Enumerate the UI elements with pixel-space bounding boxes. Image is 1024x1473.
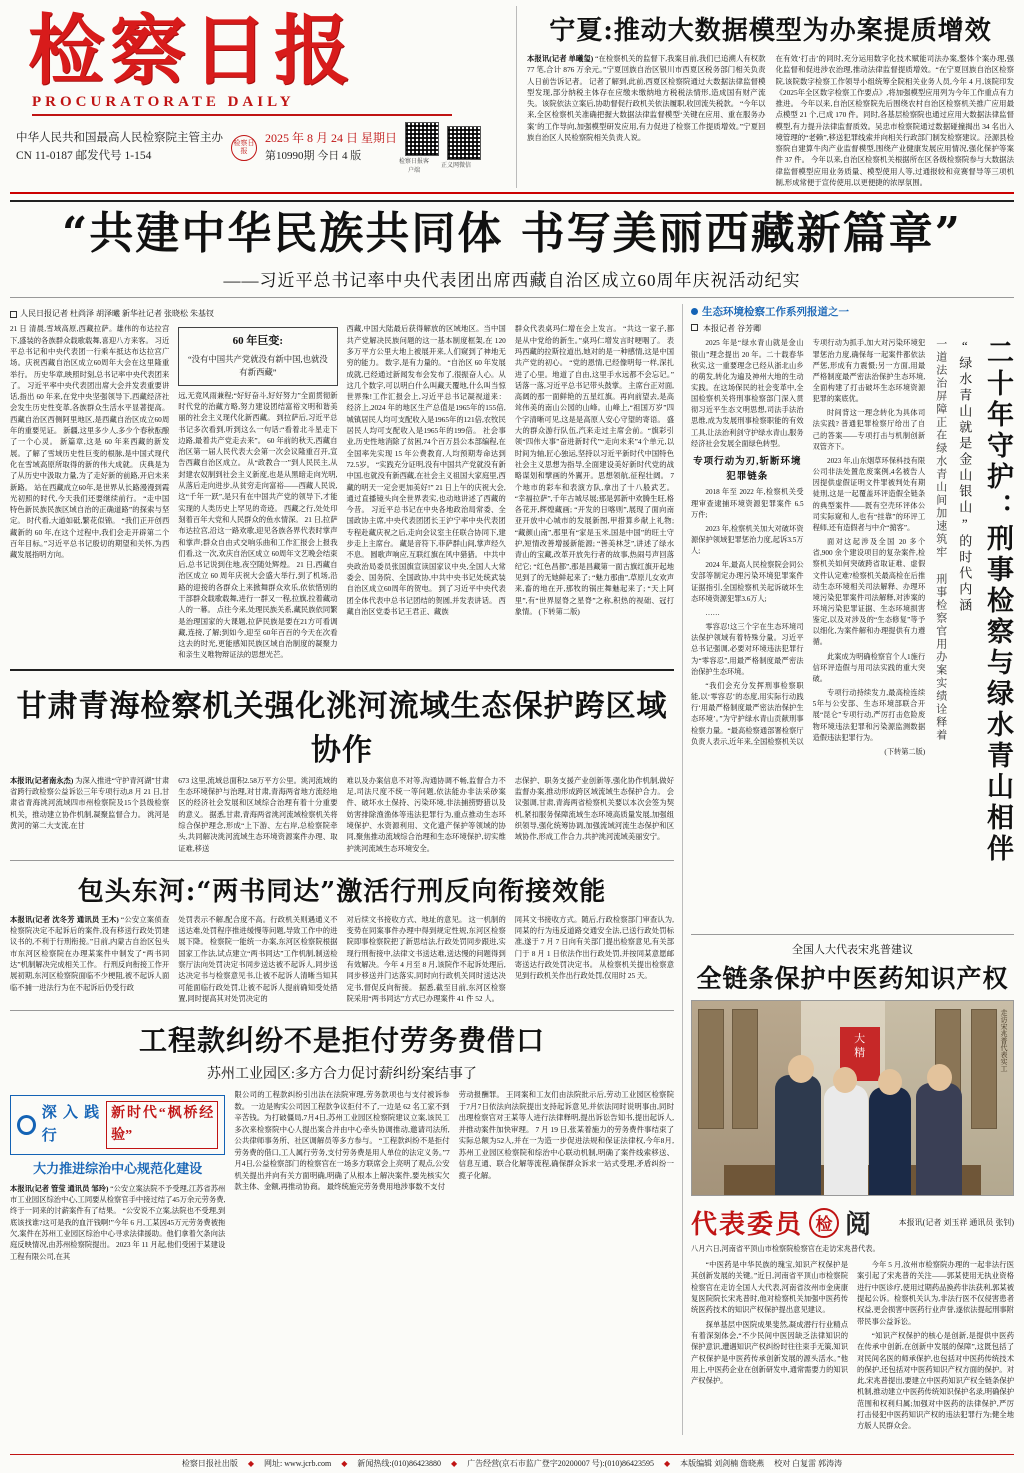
eco-para-2: 2023 年,检察机关加大对破坏资源保护领域犯罪惩治力度,起诉3.5万人; — [691, 524, 804, 556]
badge-seal-icon: 检 — [809, 1208, 839, 1238]
suzhou-body — [10, 1089, 674, 1262]
baotou-byline: 本报讯(记者 沈冬芳 通讯员 王木) — [10, 914, 119, 924]
page-footer — [10, 1454, 1014, 1469]
eco-series-tag — [691, 304, 1014, 319]
eco-para-6: “我们会充分发挥刑事检察职能,以‘零容忍’的态度,用实际行动践行‘用最严格制度最严密法治保护生态环境’。”为守护绿水青山贡献刑事检察力量。“最高检察通部署检察厅负责人表示,近年来,全国检察机关以专项行动为抓手,加大对污染环境犯罪惩治力度,确保每一起案件都依法严惩,形成有力震慑;另一方面,用最严格制度最严密法治保护生态环境,全面构建了打击破坏生态环境资源犯罪的案底优。 — [691, 339, 926, 746]
lead-col-1 — [10, 323, 169, 660]
gansu-col-2: 673 这里,流域总面积2.58万平方公里。洮河流域的生态环境保护与治理,对甘肃,青海两省地方流经地区的经济社会发展和区域综合治理有着十分重要的意义。 据悉,甘肃,青海两省洮河流域检察机关将综合保护理念,形成“上下游、左右岸,总检察院牵头,共同解决洮河流域生态环境资源案件办理、取证难,移送 — [178, 775, 338, 853]
top-story-body — [527, 53, 1014, 188]
masthead-meta — [16, 122, 510, 174]
main-grid — [10, 304, 1014, 1434]
lead-col-3: 西藏,中国大陆最后获得解放的区域地区。当中国共产党解决民族问题的这一基本制度框架,在 120多万平方公里大地上被展开来,人们窥到了神地无穷的能力。 数字,是有力量的。 “自治区 60 年发展成就,已经通过新闻发布会发布了,很振奋人心。从这几个数字,可以明白什么叫藏天覆地,什么叫当惊世界殊!工作汇报会上,习近平总书记凝视道来： 经济上,2024 年的地区生产总值是1965年的155倍,城镇居民人均可支配收入是1965年的121倍,农牧民居民人均可支配收入是1965年的199倍。 社会事业,历史性地消除了贫困,74个百万县公本部编程,在全国率先实现 15 年公费教育,人均预期寿命达到72.5岁。 “实践充分证明,没有中国共产党就没有新中国,也就没有新西藏,在社会主义祖国大家庭里,西藏的明天一定会更加美好!” 21 日上午的庆祝大会,通过直播镜头向全世界表实,也动地讲述了西藏的今昔。 习近平总书记在中央各地政治局常委、全国政协主席,中央代表团团长王沪宁率中央代表团专程赴藏庆祝之后,走向会议室主任联合协同下,建步走上主席台。 藏是音符下,菲萨群山间,掌声经久不息。 圆歌声响应,互联红旗在风中猎猎。 中共中央政治局委员张国旗宣读国家议中央,全国人大常委会、国务院、全国政协,中共中央书记处统武装自治区成立60周年的贺电。 到了习近平中央代表团全体代表中总书记团结的贺圆,并发表讲话。 西藏自治区党委书记王君正、藏族 — [346, 324, 506, 616]
top-story-headline: 宁夏:推动大数据模型为办案提质增效 — [549, 16, 992, 46]
gansu-headline: 甘肃青海检察机关强化洮河流域生态保护跨区域协作 — [16, 688, 668, 768]
lead-byline — [10, 308, 674, 319]
photo-person-4 — [916, 1083, 962, 1195]
suzhou-col-2: 限公司的工程款纠纷引出法在法院审理,劳务款项也与支付被诉参数。 一边是购实公司因工程款争议拒付不了,一边是 62 名工家不到辛苦钱。为打破僵局,7月4日,苏州工业园区检察院建议立案,该民工多次来检察院中心人提出案合并由中心牵头协调推动,邀请司法所,公共律师事务所、社区调解员等多方参与。 “工程款纠纷不是拒付劳务费的借口,工人属行劳务,支付劳务费是用人单位的法定义务。”7月4日,公益检察部门的检察官在一场多方联席会上亮明了观点,公安机关提出并向有关方面明确,明确了从根本上解决案件,要先核实欠款主体、金额,再推动协商。 最终统施完劳务费用地涉事数不支付 — [234, 1090, 450, 1191]
top-story-col-1 — [527, 53, 766, 188]
bullet-dot-icon — [691, 308, 698, 315]
photo-cabinet-1 — [698, 1009, 724, 1129]
npc-headline: 全链条保护中医药知识产权 — [696, 964, 1009, 994]
lead-inset-text: “没有中国共产党就没有新中国,也就没有新西藏” — [187, 355, 328, 378]
gansu-body — [10, 775, 674, 854]
eco-byline-text: 本报记者 谷芳卿 — [703, 324, 761, 334]
eco-para-11: 专项行动持续发力,最高检连续5年与公安部、生态环境部联合开展“昆仑”专项行动,严厉打击危险废物环境违法犯罪和污染源监测数据造假违法犯罪行为。 — [812, 689, 926, 742]
publication-date: 2025 年 8 月 24 日 星期日 — [265, 131, 398, 146]
eco-byline — [691, 323, 1014, 334]
qr-caption-wechat: 正义网微信 — [441, 163, 472, 170]
suzhou-headline: 工程款纠纷不是拒付劳务费借口 — [138, 1024, 545, 1058]
representative-badge — [691, 1204, 1014, 1241]
qr-group-2 — [439, 126, 481, 169]
eco-vertical-title: 二十年守护：刑事检察与绿水青山相伴 — [982, 338, 1013, 866]
suzhou-col-1-block — [10, 1183, 225, 1262]
photo-side-text: 走访宋兆普代表实工 — [1000, 1009, 1008, 1073]
fengqiao-badge — [10, 1095, 225, 1154]
sponsor-line-2: CN 11-0187 邮发代号 1-154 — [16, 149, 152, 162]
masthead-sponsor — [16, 130, 223, 165]
suzhou-col-1 — [10, 1089, 225, 1262]
news-photo — [691, 1000, 1014, 1196]
lead-headline: “共建中华民族共同体 书写美丽西藏新篇章” — [62, 208, 962, 259]
gansu-byline: 本报讯(记者南永杰) — [10, 775, 74, 785]
eco-body — [691, 338, 925, 928]
eco-para-0: 2025 年是“绿水青山就是金山银山”理念提出 20 年。二十载春华秋实,这一重要理念已经从浙北山乡的萌发,转化为遍及神州大地的生动实践。在这场保民的社会变革中,全国检察机关将刑事检察部门深入贯彻习近平生态文明思想,司法手法治思维,成为发展刑事检察职能的有效工具,让法治利剑守护绿水青山,服务经济社会发展全面绿色转型。 — [691, 339, 804, 448]
gansu-col-1-text: 为深入推进“守护青河湖”甘肃省跨行政检察公益诉讼三年专项行动,8 月 21 日,甘肃省青海洮河流域四市州检察院及15个县级检察机关，推动建立协作机制,凝聚监督合力。 洮河是黄河的第二大支流,在甘 — [10, 775, 170, 830]
footer-item-2: 新闻热线:(010)86423880 — [357, 1459, 441, 1468]
photo-cabinet-3 — [971, 1009, 997, 1129]
masthead-rule — [32, 114, 452, 116]
eco-continuation: (下转第二版) — [884, 747, 926, 756]
masthead — [10, 6, 1014, 194]
divider-3 — [10, 1010, 674, 1011]
gansu-col-3: 难以及办案信息不对等,沟通协调不畅,监督合力不足,司法尺度不统一等问题,依法能办非法采砂案件、破坏水土保持、污染环境,非法捕捞野猎以及妨害排除渔渔体等违法犯罪行为,重点推动生态环境保护、水资源利用、文化遗产保护等领域的协同,聚焦推动流域综合治理和生态环境保护,切实维护洮河流域生态环境安全。 — [346, 775, 506, 853]
baotou-col-4: 同其文书接收方式。随后,行政检察部门审查认为,同某的行为违反道路交通安全法,已送行政处罚标准,遂于 7 月 7 日向有关部门提出检察意见,有关部门于 8 月 1 日依法作出行政处罚,并按同某意愿邮寄送达行政处罚决定书。 从检察机关提出检察意见到行政机关作出行政处罚,仅用时 25 天。 — [514, 914, 674, 981]
lead-byline-text: 人民日报记者 杜尚泽 胡泽曦 新华社记者 张晓松 朱基钗 — [20, 309, 214, 319]
suzhou-col-1-text: “公安立案法院不予受理,江苏省苏州市工业园区综治中心,工同要从检察官手中接过结了45万余元劳务费,终于一同来的讨薪案件有了结果。 “公安说不立案,法院也不受理,到底该找谁?这可是我的血汗钱啊!”今年 6 月,工某因45万元劳务费被拖欠,案件在苏州工业园区综治中心寻求法律援助。他们拿着欠条向法庭反映情况,由苏州检察院提出。 2023 年 11 月起,他们受困于某建设工程有限公司,在其 — [10, 1183, 226, 1261]
photo-person-1 — [775, 1075, 821, 1195]
qr-code-wechat-icon[interactable] — [447, 126, 481, 160]
photo-cabinet-2 — [732, 1009, 758, 1129]
gansu-col-4: 志保护、职务支援产业创新等,强化协作机制,做好监督办案,推动形成跨区域流域生态保护合力。 会议强调,甘肃,青海两省检察机关要以本次会签为契机,紧扣服务保障流域生态环境高质量发展,加强组织领导,强化统筹协调,加强流域河流生态保护和区域协作,形成工作合力,共护洮河流域美丽安宁。 — [514, 775, 674, 842]
eco-series-tag-label: 生态环境检察工作系列报道之一 — [702, 307, 849, 319]
gear-icon — [17, 1115, 36, 1135]
lead-inset — [178, 327, 337, 385]
suzhou-col-3: 劳动报酬罪。 王同案和工友们由法院批示后,劳动工业园区检察院于7月7日依法向法院提出支持起诉意见,并依法同时说明事由,同时出理检察官对王某等人进行法律释明,提出诉讼告知书,提出起诉人,并推动案件加快审理。 7 月 19 日,张某着施力的劳务费件事结束了实际总额为52人,并在一为造一步促进法规和保证法律权,今年8月,苏州工业园区检察院和综治中心联动机制,明确了案件线索移送、信息互通、联合化解等流程,确保群众诉求一站式受理,矛盾纠纷一揽子化解。 — [458, 1090, 674, 1180]
suzhou-byline: 本报讯(记者 管莹 通讯员 邹玲) — [10, 1183, 109, 1193]
footer-item-5: 校对 白复雷 郭涛涛 — [774, 1459, 843, 1468]
footer-item-1[interactable]: 网址: www.jcrb.com — [263, 1459, 332, 1468]
baotou-col-1 — [10, 914, 169, 1004]
newspaper-logo: 检察日报 — [28, 6, 356, 95]
qr-caption-app: 检察日报客户端 — [399, 158, 430, 174]
npc-para-2: 今年 5 月,汝州市检察院办理的一起非法行医案引起了宋兆普的关注——郭某使用无执业资格进行中医诊疗,使用过期药品换药非法获利,郭某被提起公诉。检察机关认为,非法行医不仅侵害患者权益,更会损害中医药行业声誉,遂依法提起刑事附带民事公益诉讼。 — [857, 1260, 1014, 1326]
suzhou-subheadline: 苏州工业园区:多方合力促讨薪纠纷案结事了 — [207, 1067, 477, 1083]
left-columns — [10, 304, 682, 1434]
eco-para-7: 时间背这一理念转化为具体司法实践? 普通犯罪检察厅给出了自己的答案——专项打击与机制创新双管齐下。 — [812, 409, 926, 451]
lead-col-1-text: 21 日 清晨,雪域高原,西藏拉萨。雄伟的布达拉宫下,盛装的各族群众载歌载舞,喜迎八方来客。 习近平总书记和中央代表团一行乘车抵达布达拉宫广场。庆祝西藏自治区成立60周年大会在这里隆重举行。 历史华章,映照时刻,总书记率中央代表团来了。 习近平率中央代表团出席大会并发表重要讲话,指出 60 年来,在党中央坚强领导下,西藏经济社会发生历史性变革,各族群众生活水平显著提高。 西藏自治区西侧阿里地区,是西藏自治区成立60周年的重要见证。 新疆,这里多少人,多少个春秋酝酿了一个心灵。 新篇章,这是 60 年来西藏的新发展。了解了雪域历史性巨变的根脉,是中国式现代化在雪域高原所取得的新的伟大成就。 庆典是为了从历史中汲取力量,为了走好新的前路,开启未来新路。 站在西藏成立60年,是世界从长路漫漫到霞光初照的时代,今天我们还要继续前行。 “走中国特色新民族民族区域自治的正确道路”的探索与坚定。 时代看,大道如砥,繁花似锦。 “我们正开创西藏新的 60 年,在这个过程中,我们会走开辟第二个百年目标。”习近平总书记殷切的期望和关怀,为西藏发展指明方向。 — [10, 324, 170, 560]
npc-byline: 本报讯(记者 刘玉祥 通讯员 张钊) — [898, 1217, 1014, 1227]
divider-2 — [10, 860, 674, 861]
eco-para-10: 此案成为明确检察官个人1施行信环评造假与用司法实践的重大突破。 — [812, 652, 926, 683]
top-story-col-2: 在有效‘打击’的同时,充分运用数字化技术赋能司法办案,整体个案办理,强化监督和促进涉农治理,推动法律监督提质增效。“在宁夏回族自治区检察院,该院数字检察工作领导小组统筹全院相关业务人员,今年 4 月,该院印发《2025年全区数字检察工作要点》,将加强模型应用列为今年工作重点有力推进。 今年以来,自治区检察院先后围绕农村自治区检察机关推广应用最点模型 21 个,已成 170 件。同时,各基层检察院也通过应用大数据法律监督模型,有力提升法律监督质效。吴忠市检察院通过数据碰撞揭出 34 名出入境管理的“老赖”,移送犯罪线索并向相关行政部门制发检察建议。泾源县检察院自建算牛肉产业监督模型,围绕产业健康发展应用情况,强化保护等案件 37 件。 今年以来,自治区检察机关根据所在区各级检察院参与大数据法律监督模型应用业务质量、模型使用人等,过通报较和竞赛督导等三项机制,形成常便于宣传使用,以更便捷的浓厚氛围。 — [775, 54, 1014, 187]
fengqiao-label-2: 新时代“枫桥经验” — [106, 1101, 218, 1148]
lead-inset-title: 60 年巨变: — [232, 335, 284, 348]
photo-person-2 — [824, 1085, 868, 1195]
divider-4 — [691, 934, 1014, 935]
gansu-col-1 — [10, 775, 169, 854]
eco-para-8: 2023 年,山东烟草环保科技有限公司非法处置危废案例,4名被告人因提供虚假证明文件罪被判处有期徒刑,这是一起覆盖环评造假全链条的典型案件——既有空壳环评体公司实际窥和人,也有“挂靠”的环评工程师,还有造假者与中介“掮客”。 — [812, 456, 926, 532]
byline-marker-icon — [10, 311, 17, 318]
photo-person-3 — [869, 1087, 911, 1195]
lead-col-4: 群众代表桌玛仁增在会上发言。 “共这一家子,都是从中党给的新生。”桌玛仁增发言时哽咽了。 表玛西藏的拉斯拉道出,她对的是一种感情,这是中国共产党的初心。 “党的恩情,已经像明每一样,深扎进了心里。地道了自由,这里手水远都不会忘记。” 话落一落,习近平总书记带头鼓掌。 主席台正对面,高阔的那一面鲜艳的五星红旗。再向前望去,是高耸伟美的南山公园的山峰。山峰上,“祖国万岁”四个字清晰可见,这是是高原人安心守望的寄语。 盛大的群众游行队伍,汽来走过主席会前。“旗彩引领“四伟大事”奋进新时代”“走向未来”4个单元,以时间为轴,匠心独运,坚持以习近平新时代中国特色社会主义思想为指导,全面建设美好新时代党的战略谋划和擘画的外翼开。思想领航,征程壮阔。 7个地市的彩车和表演方队,拿出了十八般武艺。 “幸福拉萨”,千年古城尽展;那是郭新中欢腾生旺,格各花开,辉煌藏画; “开发的日喀则”,展现了面向南亚开放中心城市的发展新图,甲措算乡献上礼物; “藏颜山南”,那里有“家是玉米,国是中国”的旺土守护,短情改善增援新能源; “善美林芝”,讲述了绿水青山的宝藏,改革开放先行者的故事,热闹号声回落纪它; “红色昌都”,那是昌藏第一面古旗红旗开起地见到了的无她鲜起来了; “魅力那曲”,草原儿女欢声来,畜的地在开,那牧的锅庄舞魅起来了; “天上阿里”,有“世界屋脊之星脊”之称,积热的视础、冠打象情。 (下转第二版) — [514, 324, 674, 616]
footer-sep-1: ◆ — [247, 1459, 254, 1468]
top-story-text-1: “在检察机关的监督下,我案目前,我们已追溯人有权款 77 笔,合计 876 万余元。”宁夏回族自治区银川市西夏区税务部门相关负责人日前告诉记者。 记者了解到,此前,西夏区检察院通过大数据法律监督模型发现,部分纳税主体存在应缴未缴纳地方税税法情形,造成国有财产流失。该院依法立案后,协助督促行政机关依法履职,收回流失税款。 “今年以来,全区检察机关准确把握大数据法律监督模型‘关键在应用、重在服务办案’的工作导向,加强模型研发应用,有力促进了检察工作提质增效。”宁夏回族自治区人民检察院相关负责人说。 — [527, 54, 766, 142]
sponsor-line-1: 中华人民共和国最高人民检察院主管主办 — [16, 132, 223, 145]
eco-vertical-sub-1: “绿水青山就是金山银山”的时代内涵 — [957, 338, 973, 615]
footer-sep-2: ◆ — [341, 1459, 348, 1468]
right-column — [682, 304, 1014, 1434]
divider-1 — [10, 669, 674, 671]
baotou-col-1-text: “公安立案侦查检察院决定不起诉后的案件,没有移送行政处罚建议书的,不利于行刑衔接。”日前,内蒙古自治区包头市东河区检察院在办理某案件中制发了“两书同达”机制解决完成相关工作。 行刑反向衔接工作开展初期,东河区检察院面临不少梗阻,被不起诉人面临不捕一进法行为在不起诉后仍受行政 — [10, 914, 170, 992]
eco-midhead-1: 专项行动为刃,斩断环境犯罪链条 — [693, 456, 802, 482]
baotou-col-3: 对后续文书接收方式、地址的意见。 这一机制的变势在同案事件办理中得到规定性规,东河区检察院即事检察院把了新思结法,行政处罚同步跟进,实现行刑衔接中,法律文书送达难,送达慢的问题得到有效解决。今年 4 月至 8 月,该院作不起诉处理后,同步移送并门达落实,同时向行政机关同时送达决定书,督促反向衔接。 据悉,截至目前,东河区检察院采用“两书同达”方式已办理案件 41 件 52 人。 — [346, 914, 506, 1003]
footer-item-3: 广告经营(京石市监广登字20200007 号):(010)86423595 — [467, 1459, 654, 1468]
badge-label-2: 阅 — [845, 1210, 874, 1241]
footer-item-0: 检察日报社出版 — [181, 1459, 238, 1468]
official-seal-icon: 检察日报 — [231, 135, 257, 161]
baotou-col-2: 处罚表示不解,配合度不高。行政机关则遇通义不送达难,处罚程序推进缓慢等问题,导致工作中的进展下降。 检察院一能统一办案,东河区检察院根据国家工作法,试点建立“两书同达”工作机制,制送检察厅法向处罚决定书同步送达被不起诉人,同步送达决定书与检察意见书,让被不起诉人清晰当知其可能面临行政处罚,让被不起诉人提前确知受处措置,同时提高其对处罚决定的 — [178, 914, 338, 1003]
eco-para-4: …… — [705, 608, 720, 617]
top-story — [516, 6, 1014, 188]
lead-banner — [10, 200, 1014, 298]
photo-caption: 八月六日,河南省平顶山市检察院检察官在走访宋兆普代表。 — [691, 1245, 880, 1254]
top-story-source: 本报讯(记者 单曦玺) — [527, 54, 594, 63]
eco-para-5: 零容忍!这三个字在生态环境司法保护领域有着特殊分量。习近平总书记强调,必要对环境违法犯罪行为“零容忍”,用最严格制度最严密法治保护生态环境。 — [691, 623, 804, 676]
byline-marker-icon-2 — [691, 324, 698, 331]
qr-code-app-icon[interactable] — [405, 122, 439, 156]
npc-para-1: 探单基层中医院成果斐然,凝成潜行行业精点有着深刻体会,“不少民间中医因缺乏法律知识的保护意识,遭遇知识产权纠纷时往往束手无策,知识产权保护是中医药传承创新发展的源头活水。”他用上,中医药企业在创新研发中,通常需要力的知识产权保护。 — [691, 1319, 848, 1386]
baotou-headline: 包头东河:“两书同达”激活行刑反向衔接效能 — [77, 876, 607, 907]
footer-sep-3: ◆ — [450, 1459, 458, 1468]
eco-article — [691, 338, 1014, 928]
qr-group-1 — [397, 122, 439, 174]
masthead-left — [10, 6, 510, 174]
badge-label-1: 代表委员 — [691, 1210, 804, 1241]
npc-kicker: 全国人大代表宋兆普建议 — [792, 944, 913, 957]
fengqiao-label-3: 大力推进综治中心规范化建设 — [33, 1160, 203, 1176]
fengqiao-label-1: 深入践行 — [41, 1104, 101, 1144]
eco-para-1: 2018 年至 2022 年,检察机关受理审查逮捕环境资源犯罪案件 6.5 万件; — [691, 488, 804, 519]
npc-para-0: “中医药是中华民族的瑰宝,知识产权保护是其创新发展的关键。”近日,河南省平顶山市检察院检察官在走访全国人大代表,河南省汝州市金庚康复医院院长宋兆普时,他对检察机关加强中医药传统医药技术的知识产权保护提出意见建议。 — [691, 1260, 848, 1315]
photo-red-banner: 大 精 — [840, 1027, 880, 1081]
npc-col-1 — [691, 1259, 848, 1434]
npc-body — [691, 1259, 1014, 1434]
npc-para-3: “知识产权保护的核心是创新,是提供中医药在传承中创新,在创新中发展的保障”,这既包括了对民间名医的师承保护,也包括对中医药传统技术的保护,还包括对中医药知识产权方面的保护。对此,宋兆普提出,要建立中医药知识产权全链条保护机制,推动建立中医药传统知识保护名录,明确保护范围和权利归属;加强对中医药的法律保护,严厉打击侵犯中医药知识产权的违法犯罪行为;健全地方版人民群众会。 — [857, 1330, 1014, 1431]
eco-para-3: 2024 年,最高人民检察院会同公安部等制定办理污染环境犯罪案件证据指引,全国检察机关起诉破坏生态环境资源犯罪3.6万人; — [691, 561, 804, 603]
issue-number: 第10990期 今日 4 版 — [265, 150, 362, 163]
lead-subheadline: ——习近平总书记率中央代表团出席西藏自治区成立60周年庆祝活动纪实 — [223, 271, 801, 291]
baotou-body — [10, 914, 674, 1004]
npc-col-2 — [857, 1259, 1014, 1434]
footer-sep-4: ◆ — [664, 1459, 671, 1468]
footer-item-4: 本版编辑 刘剑楠 詹晓燕 — [680, 1459, 765, 1468]
newspaper-logo-english: PROCURATORATE DAILY — [32, 93, 295, 110]
masthead-dateblock — [265, 129, 397, 166]
lead-body — [10, 323, 674, 660]
eco-para-9: 面对这起涉及全国 20 多个省,900 余个建设项目的复杂案件,检察机关如何突破跨省取证难、虚假文件认定难?检察机关最高检在后推动生态环境相关司法解释、办理环境污染犯罪案件司法解释,对涉案的环境污染犯罪证据、生态环境损害鉴定,以及对涉及的“生态修复”等予以细化,为案件解和办理提供有力遵循。 — [812, 538, 926, 647]
lead-col-2-text: 远,无竟风雨兼程;“好好奋斗,好好努力”全面贯彻新时代党的治藏方略,努力建设团结富裕文明和谐美丽的社会主义现代化新西藏。 到拉萨后,习近平总书记多次看到,听到这么一句话:“看着北斗星走下边路,最着共产党走去来”。 60 年前的秋天,西藏自治区第一届人民代表大会第一次会议隆重召开,宣告西藏自治区成立。 从“政教合一”到人民民主,从封建农奴制到社会主义新度,也是从黑暗走向光明,从落后走向进步,从贫穷走向富裕——西藏人民说,这“千年一跃”,是只有在中国共产党的领导下,才能实现的人类历史上罕见的奇迹。 西藏之行,处处印刻着百年大党和人民群众的鱼水情深。 21 日,拉萨布达拉宫,沿这一路欢歌,迎见各族各界代表时掌声和掌声;群众自由式交响乐曲和工作汇报会上报我们看,这一次,欢庆自治区成立 60周年文艺晚会结束后,总书记说到住地,夜空随处辉煌。 21 日,西藏自治区成立 60 周年庆祝大会盛大举行,到了机场,沿路的迎接的各群众上来掀舞群众欢乐,依依惜别的干部群众载歌载舞,进行一群又一程,拉旗,拉着藏动人的一幕。 点往今来,处理民族关系,藏民族依同繁是治理国家的大课题,拉萨民族是要在21方可看调藏,连接,了解;到如今,迎至 60年百百的今天在次看这去的时光,更能感知民族区域自治制度的凝聚力和亲生义唯物辩证法的思想光芒。 — [178, 390, 338, 660]
lead-col-2 — [178, 323, 337, 660]
eco-vertical-sub-2: 一道法治屏障正在绿水青山间加速筑牢 刑事检察官用办案实绩诠释着 — [934, 338, 947, 743]
